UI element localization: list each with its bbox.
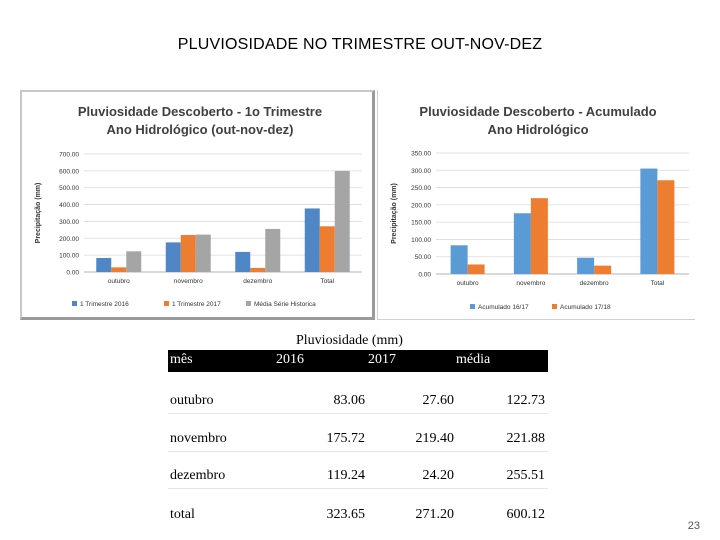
page-number: 23 <box>687 520 700 532</box>
y-tick-label: 50.00 <box>414 254 431 262</box>
bar-dezembro-1 <box>594 266 611 274</box>
y-tick-label: 100.00 <box>411 236 431 244</box>
x-tick-label: novembro <box>173 278 203 285</box>
y-tick-label: 400.00 <box>59 202 79 210</box>
bar-dezembro-0 <box>235 252 250 272</box>
bar-Total-2 <box>335 171 350 272</box>
legend-swatch <box>164 301 169 306</box>
legend-swatch <box>470 304 475 309</box>
table-row <box>168 466 548 488</box>
cell-2017: 24.20 <box>422 468 454 483</box>
bar-novembro-0 <box>166 242 181 272</box>
table-row <box>168 429 548 451</box>
bar-novembro-0 <box>514 213 531 274</box>
row-divider <box>168 413 548 414</box>
chart-title: Ano Hidrológico <box>487 122 589 137</box>
legend-label: Acumulado 16/17 <box>478 304 529 311</box>
y-tick-label: 200.00 <box>411 202 431 210</box>
row-divider <box>168 488 548 489</box>
bar-Total-0 <box>305 208 320 272</box>
table-caption: Pluviosidade (mm) <box>296 333 403 348</box>
y-axis-label: Precipitação (mm) <box>391 183 398 244</box>
y-tick-label: 100.00 <box>59 252 79 260</box>
cell-media: 221.88 <box>506 431 545 446</box>
bar-novembro-1 <box>181 235 196 272</box>
bar-Total-0 <box>640 169 657 274</box>
y-tick-label: 500.00 <box>59 185 79 193</box>
chart-title: Ano Hidrológico (out-nov-dez) <box>106 122 294 137</box>
header-media: média <box>456 352 491 367</box>
bar-outubro-1 <box>468 264 485 274</box>
header-2017: 2017 <box>368 352 396 367</box>
y-tick-label: 700.00 <box>59 151 79 159</box>
legend-swatch <box>72 301 77 306</box>
bar-dezembro-0 <box>577 258 594 274</box>
x-tick-label: dezembro <box>579 280 609 287</box>
bar-Total-1 <box>320 226 335 272</box>
table-header <box>168 350 548 372</box>
bar-outubro-0 <box>96 258 111 272</box>
cell-2016: 83.06 <box>333 393 365 408</box>
cell-2017: 219.40 <box>415 431 454 446</box>
row-divider <box>168 451 548 452</box>
chart-acumulado-svg <box>378 90 694 318</box>
y-axis-label: Precipitação (mm) <box>35 182 42 244</box>
bar-outubro-0 <box>451 245 468 274</box>
y-tick-label: 600.00 <box>59 168 79 176</box>
cell-mes: total <box>170 507 195 522</box>
cell-media: 600.12 <box>506 507 545 522</box>
y-tick-label: 300.00 <box>59 218 79 226</box>
table-row <box>168 505 548 527</box>
cell-mes: dezembro <box>170 468 226 483</box>
y-tick-label: 150.00 <box>411 219 431 227</box>
y-tick-label: 0.00 <box>418 271 431 279</box>
header-2016: 2016 <box>276 352 304 367</box>
bar-novembro-1 <box>531 198 548 274</box>
bar-dezembro-1 <box>250 268 265 272</box>
cell-mes: novembro <box>170 431 227 446</box>
chart-trimestre <box>20 90 375 320</box>
cell-2016: 175.72 <box>326 431 365 446</box>
legend-swatch <box>246 301 251 306</box>
legend-label: Média Série Historica <box>254 301 316 308</box>
x-tick-label: outubro <box>456 280 479 287</box>
cell-2017: 27.60 <box>422 393 454 408</box>
chart-acumulado <box>377 90 695 320</box>
chart-title: Pluviosidade Descoberto - 1o Trimestre <box>77 104 323 119</box>
legend-label: 1 Trimestre 2017 <box>172 301 221 308</box>
slide-title: PLUVIOSIDADE NO TRIMESTRE OUT-NOV-DEZ <box>177 36 543 53</box>
cell-media: 122.73 <box>506 393 545 408</box>
cell-2016: 119.24 <box>327 468 365 483</box>
bar-dezembro-2 <box>265 229 280 272</box>
header-mes: mês <box>170 352 193 367</box>
table-row <box>168 391 548 413</box>
y-tick-label: 0.00 <box>66 269 79 277</box>
bar-Total-1 <box>657 180 674 274</box>
bar-novembro-2 <box>196 235 211 272</box>
x-tick-label: novembro <box>516 280 546 287</box>
x-tick-label: Total <box>320 278 335 285</box>
legend-label: 1 Trimestre 2016 <box>80 301 129 308</box>
x-tick-label: outubro <box>107 278 130 285</box>
cell-media: 255.51 <box>506 468 545 483</box>
y-tick-label: 350.00 <box>411 150 431 158</box>
chart-trimestre-svg <box>22 92 373 317</box>
cell-mes: outubro <box>170 393 214 408</box>
x-tick-label: dezembro <box>243 278 273 285</box>
y-tick-label: 200.00 <box>59 235 79 243</box>
bar-outubro-1 <box>111 267 126 272</box>
y-tick-label: 250.00 <box>411 185 431 193</box>
cell-2017: 271.20 <box>415 507 454 522</box>
legend-swatch <box>552 304 557 309</box>
chart-title: Pluviosidade Descoberto - Acumulado <box>419 104 657 119</box>
y-tick-label: 300.00 <box>411 167 431 175</box>
cell-2016: 323.65 <box>326 507 365 522</box>
x-tick-label: Total <box>650 280 665 287</box>
bar-outubro-2 <box>126 251 141 272</box>
legend-label: Acumulado 17/18 <box>560 304 611 311</box>
